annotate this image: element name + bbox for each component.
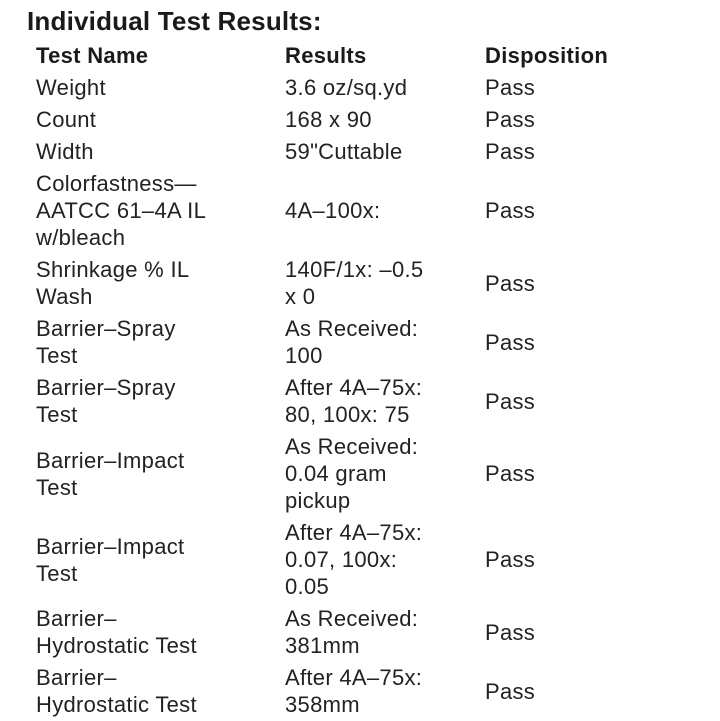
test-name-cell-line: Width bbox=[36, 139, 94, 164]
results-cell-line: 0.07, 100x: bbox=[285, 547, 398, 572]
results-table-body bbox=[36, 72, 660, 721]
disposition-cell bbox=[485, 254, 660, 313]
results-cell-line: pickup bbox=[285, 488, 351, 513]
disposition-cell-line: Pass bbox=[485, 75, 536, 100]
test-name-cell bbox=[36, 104, 285, 136]
test-name-cell-line: w/bleach bbox=[36, 225, 126, 250]
results-table bbox=[36, 40, 660, 721]
table-row bbox=[36, 662, 660, 721]
disposition-cell bbox=[485, 372, 660, 431]
disposition-cell bbox=[485, 431, 660, 517]
results-cell bbox=[285, 603, 485, 662]
test-name-cell-line: Hydrostatic Test bbox=[36, 633, 197, 658]
results-cell-line: 168 x 90 bbox=[285, 107, 372, 132]
test-name-cell bbox=[36, 431, 285, 517]
test-name-cell-line: Barrier– bbox=[36, 606, 117, 631]
results-cell-line: After 4A–75x: bbox=[285, 520, 423, 545]
test-name-cell bbox=[36, 662, 285, 721]
test-name-cell bbox=[36, 136, 285, 168]
table-row bbox=[36, 517, 660, 603]
disposition-cell bbox=[485, 136, 660, 168]
results-cell-line: 381mm bbox=[285, 633, 360, 658]
disposition-cell-line: Pass bbox=[485, 619, 536, 645]
results-cell bbox=[285, 72, 485, 104]
results-cell-line: 80, 100x: 75 bbox=[285, 402, 410, 427]
table-row bbox=[36, 104, 660, 136]
test-name-cell-line: Wash bbox=[36, 284, 93, 309]
disposition-cell-line: Pass bbox=[485, 198, 536, 223]
test-name-cell bbox=[36, 313, 285, 372]
column-header-results: Results bbox=[285, 43, 367, 68]
test-name-cell-line: Test bbox=[36, 474, 78, 500]
results-cell bbox=[285, 254, 485, 313]
table-row bbox=[36, 254, 660, 313]
results-cell-line: As Received: bbox=[285, 606, 419, 631]
results-cell bbox=[285, 168, 485, 254]
results-cell bbox=[285, 313, 485, 372]
results-cell-line: x 0 bbox=[285, 284, 316, 309]
page-title: Individual Test Results: bbox=[27, 6, 322, 36]
disposition-cell bbox=[485, 313, 660, 372]
column-header-test-name: Test Name bbox=[36, 43, 149, 68]
disposition-cell-line: Pass bbox=[485, 678, 536, 704]
test-name-cell-line: Colorfastness— bbox=[36, 171, 197, 196]
test-name-cell-line: Barrier–Spray bbox=[36, 375, 176, 400]
test-name-cell bbox=[36, 603, 285, 662]
results-cell-line: After 4A–75x: bbox=[285, 375, 423, 400]
results-cell-line: After 4A–75x: bbox=[285, 665, 423, 690]
test-name-cell-line: Test bbox=[36, 560, 78, 586]
table-row bbox=[36, 168, 660, 254]
results-cell bbox=[285, 104, 485, 136]
test-name-cell-line: Shrinkage % IL bbox=[36, 257, 190, 282]
test-name-cell-line: Count bbox=[36, 107, 97, 132]
disposition-cell bbox=[485, 72, 660, 104]
results-cell-line: 59"Cuttable bbox=[285, 139, 403, 164]
table-header-row bbox=[36, 40, 660, 72]
test-name-cell bbox=[36, 254, 285, 313]
test-name-cell bbox=[36, 168, 285, 254]
test-name-cell-line: Test bbox=[36, 343, 78, 368]
table-row bbox=[36, 136, 660, 168]
results-cell bbox=[285, 517, 485, 603]
results-cell-line: As Received: bbox=[285, 434, 419, 459]
disposition-cell-line: Pass bbox=[485, 329, 536, 355]
disposition-cell-line: Pass bbox=[485, 547, 536, 572]
test-name-cell-line: Barrier–Impact bbox=[36, 447, 185, 473]
results-cell-line: 358mm bbox=[285, 692, 360, 717]
results-cell-line: 0.04 gram bbox=[285, 461, 387, 486]
results-cell-line: 140F/1x: –0.5 bbox=[285, 257, 424, 282]
column-header-disposition: Disposition bbox=[485, 43, 609, 68]
disposition-cell-line: Pass bbox=[485, 139, 536, 164]
disposition-cell-line: Pass bbox=[485, 107, 536, 132]
results-cell-line: 0.05 bbox=[285, 574, 330, 599]
table-row bbox=[36, 372, 660, 431]
disposition-cell bbox=[485, 517, 660, 603]
results-cell-line: As Received: bbox=[285, 316, 419, 341]
disposition-cell-line: Pass bbox=[485, 461, 536, 486]
results-cell bbox=[285, 372, 485, 431]
disposition-cell-line: Pass bbox=[485, 388, 536, 414]
results-cell-line: 3.6 oz/sq.yd bbox=[285, 75, 408, 100]
test-name-cell-line: AATCC 61–4A IL bbox=[36, 198, 207, 223]
results-cell bbox=[285, 662, 485, 721]
test-name-cell-line: Weight bbox=[36, 75, 106, 100]
results-cell-line: 100 bbox=[285, 343, 323, 368]
table-row bbox=[36, 72, 660, 104]
disposition-cell-line: Pass bbox=[485, 270, 536, 296]
disposition-cell bbox=[485, 104, 660, 136]
test-name-cell bbox=[36, 372, 285, 431]
test-name-cell bbox=[36, 72, 285, 104]
disposition-cell bbox=[485, 662, 660, 721]
test-name-cell-line: Test bbox=[36, 402, 78, 427]
test-name-cell-line: Barrier–Spray bbox=[36, 316, 176, 341]
test-name-cell-line: Hydrostatic Test bbox=[36, 692, 197, 717]
disposition-cell bbox=[485, 168, 660, 254]
disposition-cell bbox=[485, 603, 660, 662]
results-cell-line: 4A–100x: bbox=[285, 198, 381, 223]
test-name-cell-line: Barrier– bbox=[36, 665, 117, 690]
results-cell bbox=[285, 431, 485, 517]
test-name-cell bbox=[36, 517, 285, 603]
table-row bbox=[36, 603, 660, 662]
results-cell bbox=[285, 136, 485, 168]
table-row bbox=[36, 313, 660, 372]
table-row bbox=[36, 431, 660, 517]
test-name-cell-line: Barrier–Impact bbox=[36, 533, 185, 559]
